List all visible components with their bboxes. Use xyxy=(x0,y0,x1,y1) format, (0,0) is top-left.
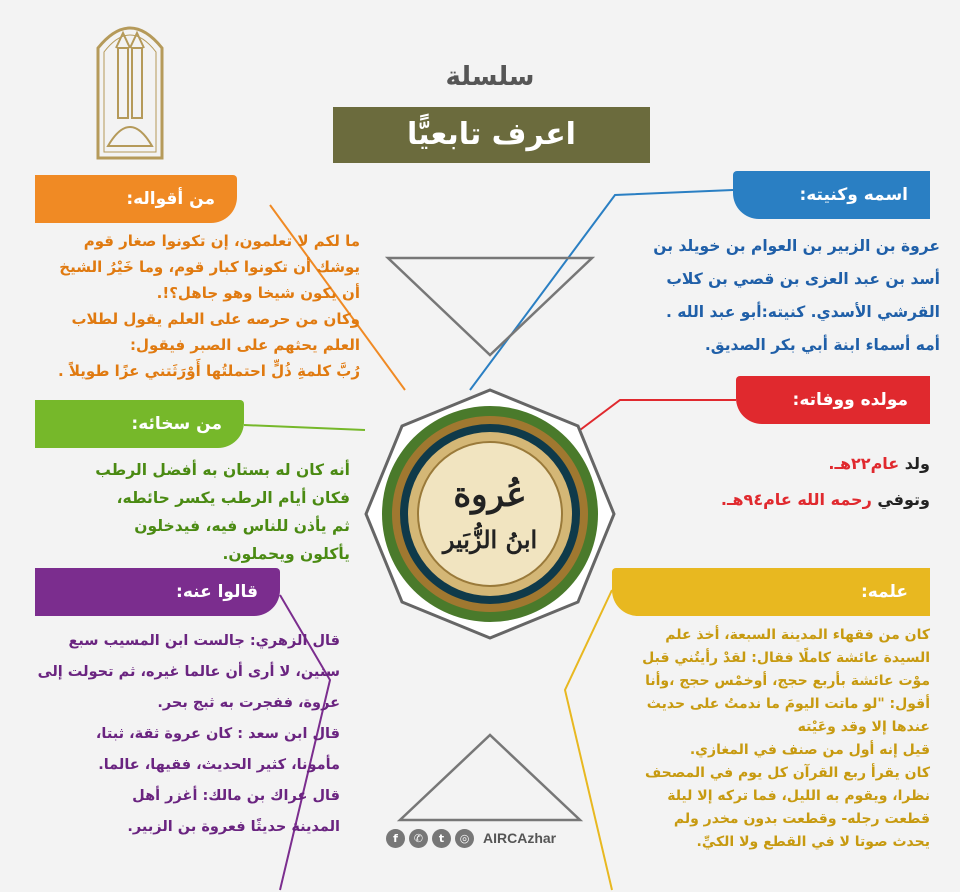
triangle-top xyxy=(388,258,592,355)
said-line3: عروة، ففجرت به ثبج بحر. xyxy=(157,695,340,711)
section-header-sayings: من أقواله: xyxy=(35,175,237,223)
section-text-generosity xyxy=(35,456,350,568)
center-name-line2: ابنُ الزُّبَير xyxy=(442,525,538,554)
name-line1: عروة بن الزبير بن العوام بن خويلد بن xyxy=(653,237,940,255)
sayings-line3: أن يكون شيخا وهو جاهل؟!. xyxy=(156,284,360,302)
section-header-generosity: من سخائه: xyxy=(35,400,244,448)
death-line xyxy=(640,482,930,518)
twitter-icon[interactable]: t xyxy=(432,829,451,848)
said-line4: قال ابن سعد : كان عروة ثقة، ثبتا، xyxy=(95,726,340,742)
knowledge-line3: موْت عائشة بأربع حجج، أوخمْس حجج ،وأنا xyxy=(645,673,930,689)
knowledge-line8: نظرا، ويقوم به الليل، فما تركه إلا ليلة xyxy=(667,788,930,804)
sayings-line6: رُبَّ كلمةِ ذُلٍّ احتملتُها أَوْرَثَتني عزًا طويلاً . xyxy=(57,362,360,380)
name-line2: أسد بن عبد العزى بن قصي بن كلاب xyxy=(666,270,940,288)
sayings-line4: وكان من حرصه على العلم يقول لطلاب xyxy=(71,310,360,328)
social-handle[interactable]: AIRCAzhar xyxy=(483,830,557,846)
section-header-name: اسمه وكنيته: xyxy=(733,171,930,219)
knowledge-line10: يحدث صوتا لا في القطع ولا الكيِّ. xyxy=(696,834,930,850)
sayings-line5: العلم يحثهم على الصبر فيقول: xyxy=(130,336,360,354)
sayings-line2: يوشك أن تكونوا كبار قوم، وما خَيْرُ الشيخ xyxy=(59,258,360,276)
series-title: سلسلة xyxy=(445,62,535,92)
instagram-icon[interactable]: ◎ xyxy=(455,829,474,848)
knowledge-line9: قطعت رجله- وقطعت بدون مخدر ولم xyxy=(673,811,930,827)
section-text-sayings xyxy=(30,228,360,384)
section-text-name xyxy=(565,230,940,362)
said-line6: قال عراك بن مالك: أغزر أهل xyxy=(132,788,340,804)
knowledge-line7: كان يقرأ ربع القرآن كل يوم في المصحف xyxy=(644,765,930,781)
knowledge-line1: كان من فقهاء المدينة السبعة، أخذ علم xyxy=(665,627,930,643)
facebook-icon[interactable]: f xyxy=(386,829,405,848)
born-value: عام٢٢هـ. xyxy=(828,454,900,473)
born-prefix: ولد xyxy=(899,454,930,473)
generosity-line3: ثم يأذن للناس فيه، فيدخلون xyxy=(134,517,350,535)
name-line3: القرشي الأسدي. كنيته:أبو عبد الله . xyxy=(665,303,940,321)
knowledge-line5: عندها إلا وقد وعَيْته xyxy=(797,719,930,735)
name-line4: أمه أسماء ابنة أبي بكر الصديق. xyxy=(704,336,940,354)
generosity-line4: يأكلون ويحملون. xyxy=(222,545,350,563)
knowledge-line6: قيل إنه أول من صنف في المغازي. xyxy=(689,742,930,758)
section-text-knowledge xyxy=(595,624,930,854)
center-name-line1: عُروة xyxy=(453,475,527,515)
social-footer xyxy=(386,826,596,850)
section-header-birth: مولده ووفاته: xyxy=(736,376,930,424)
azhar-logo xyxy=(88,8,172,168)
birth-line xyxy=(640,446,930,482)
series-banner: اعرف تابعيًّا xyxy=(333,107,650,163)
died-prefix: وتوفي xyxy=(871,490,930,509)
section-text-birth xyxy=(640,446,930,518)
said-line2: سنين، لا أرى أن عالما غيره، ثم تحولت إلى xyxy=(37,664,340,680)
said-line5: مأمونا، كثير الحديث، فقيها، عالما. xyxy=(98,757,340,773)
generosity-line1: أنه كان له بستان به أفضل الرطب xyxy=(95,461,350,479)
knowledge-line4: أقول: "لو ماتت اليومَ ما ندمتُ على حديث xyxy=(646,696,930,712)
whatsapp-icon[interactable]: ✆ xyxy=(409,829,428,848)
said-line7: المدينة حديثًا فعروة بن الزبير. xyxy=(127,819,340,835)
section-text-said-about xyxy=(32,626,340,843)
sayings-line1: ما لكم لا تعلمون، إن تكونوا صغار قوم xyxy=(83,232,360,250)
center-medallion xyxy=(364,388,616,640)
knowledge-line2: السيدة عائشة كاملًا فقال: لقدْ رأيتُني قبل xyxy=(642,650,930,666)
connector-green xyxy=(244,425,365,430)
section-header-said-about: قالوا عنه: xyxy=(35,568,280,616)
triangle-bottom xyxy=(400,735,580,820)
section-header-knowledge: علمه: xyxy=(612,568,930,616)
said-line1: قال الزهري: جالست ابن المسيب سبع xyxy=(68,633,340,649)
generosity-line2: فكان أيام الرطب يكسر حائطه، xyxy=(116,489,350,507)
died-value: رحمه الله عام٩٤هـ. xyxy=(720,490,872,509)
